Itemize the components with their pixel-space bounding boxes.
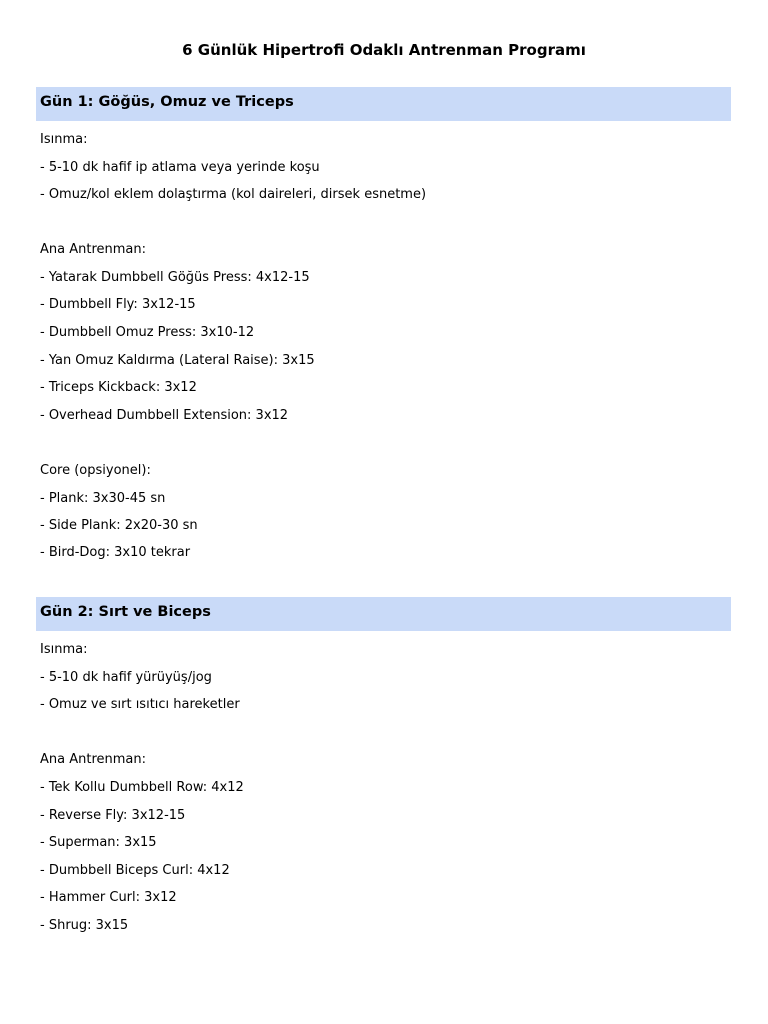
day-1-header: Gün 1: Göğüs, Omuz ve Triceps [36, 87, 731, 121]
day-1-core-item: - Plank: 3x30-45 sn [40, 491, 166, 506]
day-1-main-item: - Triceps Kickback: 3x12 [40, 380, 197, 395]
day-1-core-item: - Bird-Dog: 3x10 tekrar [40, 545, 191, 560]
day-2-main-label: Ana Antrenman: [40, 752, 147, 767]
day-1-core-item: - Side Plank: 2x20-30 sn [40, 518, 198, 533]
day-1-warmup-item: - 5-10 dk hafif ip atlama veya yerinde koşu [40, 160, 320, 175]
day-2-warmup-item: - 5-10 dk hafif yürüyüş/jog [40, 670, 212, 685]
day-1-warmup-label: Isınma: [40, 132, 88, 147]
day-2-main-item: - Dumbbell Biceps Curl: 4x12 [40, 863, 230, 878]
day-1-main-item: - Yan Omuz Kaldırma (Lateral Raise): 3x15 [40, 353, 315, 368]
day-1-main-label: Ana Antrenman: [40, 242, 147, 257]
day-2-main-item: - Tek Kollu Dumbbell Row: 4x12 [40, 780, 244, 795]
day-2-main-item: - Reverse Fly: 3x12-15 [40, 808, 186, 823]
day-1-main-item: - Dumbbell Omuz Press: 3x10-12 [40, 325, 255, 340]
day-1-main-item: - Overhead Dumbbell Extension: 3x12 [40, 408, 289, 423]
day-2-warmup-item: - Omuz ve sırt ısıtıcı hareketler [40, 697, 240, 712]
day-2-main-item: - Superman: 3x15 [40, 835, 157, 850]
day-2-warmup-label: Isınma: [40, 642, 88, 657]
day-1-main-item: - Yatarak Dumbbell Göğüs Press: 4x12-15 [40, 270, 310, 285]
day-2-main-item: - Shrug: 3x15 [40, 918, 129, 933]
day-2-header: Gün 2: Sırt ve Biceps [36, 597, 731, 631]
day-1-warmup-item: - Omuz/kol eklem dolaştırma (kol daireleri, dirsek esnetme) [40, 187, 427, 202]
day-1-core-label: Core (opsiyonel): [40, 463, 151, 478]
day-2-main-item: - Hammer Curl: 3x12 [40, 890, 177, 905]
document-title: 6 Günlük Hipertrofi Odaklı Antrenman Programı [182, 41, 586, 59]
day-1-main-item: - Dumbbell Fly: 3x12-15 [40, 297, 196, 312]
